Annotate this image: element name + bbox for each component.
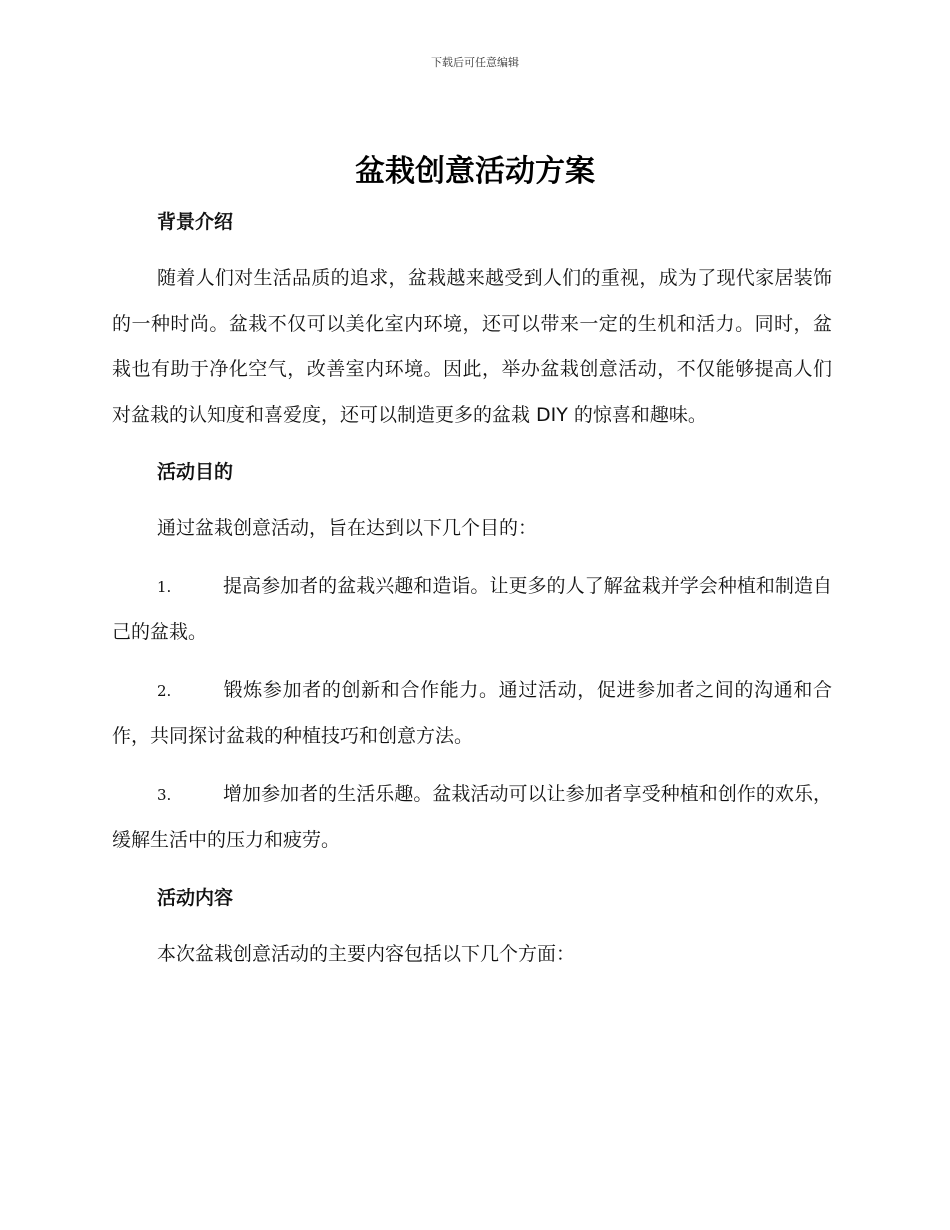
purpose-intro: 通过盆栽创意活动，旨在达到以下几个目的： <box>157 517 538 539</box>
list-item-text: 提高参加者的盆栽兴趣和造诣。让更多的人了解盆栽并学会种植和制造自己的盆栽。 <box>112 574 832 643</box>
list-item-text: 增加参加者的生活乐趣。盆栽活动可以让参加者享受种植和创作的欢乐，缓解生活中的压力和疲劳。 <box>112 782 832 851</box>
document-title: 盆栽创意活动方案 <box>355 154 595 189</box>
content-intro: 本次盆栽创意活动的主要内容包括以下几个方面： <box>157 942 576 965</box>
list-number: 3. <box>157 785 172 804</box>
document-body <box>112 200 832 977</box>
section-heading-content: 活动内容 <box>157 886 234 909</box>
list-number: 1. <box>157 577 172 596</box>
header-note: 下载后可任意编辑 <box>431 56 519 69</box>
list-number: 2. <box>157 681 172 700</box>
section-heading-purpose: 活动目的 <box>157 461 234 483</box>
list-item <box>112 564 832 656</box>
list-item-text: 锻炼参加者的创新和合作能力。通过活动，促进参加者之间的沟通和合作，共同探讨盆栽的种植技巧和创意方法。 <box>112 678 832 747</box>
section-heading-background: 背景介绍 <box>157 211 234 233</box>
background-paragraph: 随着人们对生活品质的追求，盆栽越来越受到人们的重视，成为了现代家居装饰的一种时尚。盆栽不仅可以美化室内环境，还可以带来一定的生机和活力。同时，盆栽也有助于净化空气，改善室内环境。因此，举办盆栽创意活动，不仅能够提高人们对盆栽的认知度和喜爱度，还可以制造更多的盆栽 DIY 的惊喜和趣味。 <box>112 267 832 426</box>
list-item <box>112 668 832 760</box>
list-item <box>112 772 832 864</box>
